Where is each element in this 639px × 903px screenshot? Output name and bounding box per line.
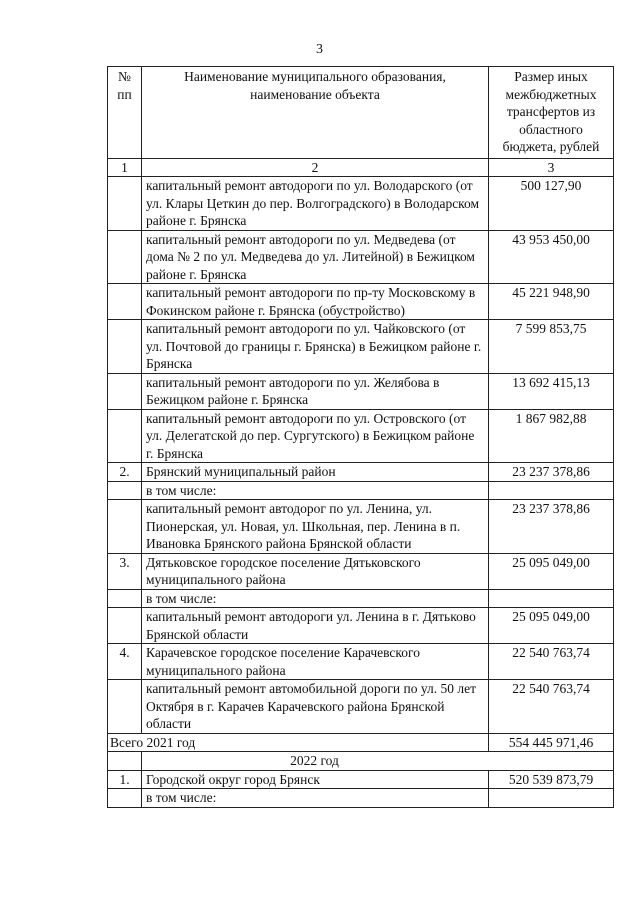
row-number	[108, 680, 142, 734]
row-amount: 22 540 763,74	[489, 644, 614, 680]
table-row	[108, 373, 614, 409]
row-amount	[489, 789, 614, 808]
index-cell: 3	[489, 158, 614, 177]
row-amount: 1 867 982,88	[489, 409, 614, 463]
year-2022-row	[108, 752, 614, 771]
header-number: № пп	[108, 67, 142, 159]
table-row	[108, 644, 614, 680]
row-amount: 13 692 415,13	[489, 373, 614, 409]
table-row	[108, 770, 614, 789]
row-amount: 25 095 049,00	[489, 553, 614, 589]
row-number	[108, 481, 142, 500]
row-amount: 25 095 049,00	[489, 608, 614, 644]
index-row	[108, 158, 614, 177]
row-name: Дятьковское городское поселение Дятьковского муниципального района	[142, 553, 489, 589]
row-number	[108, 177, 142, 231]
total-2021-label: Всего 2021 год	[108, 733, 489, 752]
row-number	[108, 409, 142, 463]
table-header-row	[108, 67, 614, 159]
row-amount: 7 599 853,75	[489, 320, 614, 374]
row-amount	[489, 481, 614, 500]
row-number	[108, 284, 142, 320]
table-row	[108, 481, 614, 500]
row-name: капитальный ремонт автодороги по ул. Желябова в Бежицком районе г. Брянска	[142, 373, 489, 409]
row-amount	[489, 589, 614, 608]
row-name: капитальный ремонт автомобильной дороги по ул. 50 лет Октября в г. Карачев Карачевского района Брянской области	[142, 680, 489, 734]
table-row	[108, 177, 614, 231]
row-amount: 22 540 763,74	[489, 680, 614, 734]
row-name: капитальный ремонт автодороги по ул. Островского (от ул. Делегатской до пер. Сургутского) в Бежицком районе г. Брянска	[142, 409, 489, 463]
row-name: Городской округ город Брянск	[142, 770, 489, 789]
index-cell: 2	[142, 158, 489, 177]
total-2021-row	[108, 733, 614, 752]
table-row	[108, 500, 614, 554]
row-number: 3.	[108, 553, 142, 589]
row-number	[108, 608, 142, 644]
table-row	[108, 589, 614, 608]
year-2022-heading: 2022 год	[142, 752, 614, 771]
row-amount: 45 221 948,90	[489, 284, 614, 320]
row-number	[108, 373, 142, 409]
row-name: Брянский муниципальный район	[142, 463, 489, 482]
row-name: капитальный ремонт автодорог по ул. Ленина, ул. Пионерская, ул. Новая, ул. Школьная, пер. Ленина в п. Ивановка Брянского района Брянской области	[142, 500, 489, 554]
row-name: капитальный ремонт автодороги по ул. Медведева (от дома № 2 по ул. Медведева до ул. Литейной) в Бежицком районе г. Брянска	[142, 230, 489, 284]
transfers-table	[107, 66, 614, 808]
row-number	[108, 789, 142, 808]
index-cell: 1	[108, 158, 142, 177]
table-row	[108, 553, 614, 589]
row-name: капитальный ремонт автодороги по ул. Володарского (от ул. Клары Цеткин до пер. Волгоградского) в Володарском районе г. Брянска	[142, 177, 489, 231]
row-name: в том числе:	[142, 481, 489, 500]
empty-cell	[108, 752, 142, 771]
header-name: Наименование муниципального образования, наименование объекта	[142, 67, 489, 159]
header-amount: Размер иных межбюджетных трансфертов из областного бюджета, рублей	[489, 67, 614, 159]
row-number	[108, 589, 142, 608]
row-name: Карачевское городское поселение Карачевского муниципального района	[142, 644, 489, 680]
table-row	[108, 463, 614, 482]
table-row	[108, 680, 614, 734]
row-amount: 500 127,90	[489, 177, 614, 231]
row-number	[108, 230, 142, 284]
row-amount: 23 237 378,86	[489, 500, 614, 554]
total-2021-amount: 554 445 971,46	[489, 733, 614, 752]
page-number: 3	[316, 42, 323, 57]
row-amount: 23 237 378,86	[489, 463, 614, 482]
row-number	[108, 320, 142, 374]
row-name: капитальный ремонт автодороги ул. Ленина в г. Дятьково Брянской области	[142, 608, 489, 644]
row-name: капитальный ремонт автодороги по пр-ту Московскому в Фокинском районе г. Брянска (обустройство)	[142, 284, 489, 320]
row-amount: 520 539 873,79	[489, 770, 614, 789]
table-row	[108, 284, 614, 320]
row-number	[108, 500, 142, 554]
row-amount: 43 953 450,00	[489, 230, 614, 284]
row-name: в том числе:	[142, 789, 489, 808]
row-number: 1.	[108, 770, 142, 789]
table-row	[108, 320, 614, 374]
table-row	[108, 230, 614, 284]
table-row	[108, 789, 614, 808]
table-row	[108, 409, 614, 463]
row-name: капитальный ремонт автодороги по ул. Чайковского (от ул. Почтовой до границы г. Брянска) в Бежицком районе г. Брянска	[142, 320, 489, 374]
table-row	[108, 608, 614, 644]
row-name: в том числе:	[142, 589, 489, 608]
row-number: 2.	[108, 463, 142, 482]
row-number: 4.	[108, 644, 142, 680]
